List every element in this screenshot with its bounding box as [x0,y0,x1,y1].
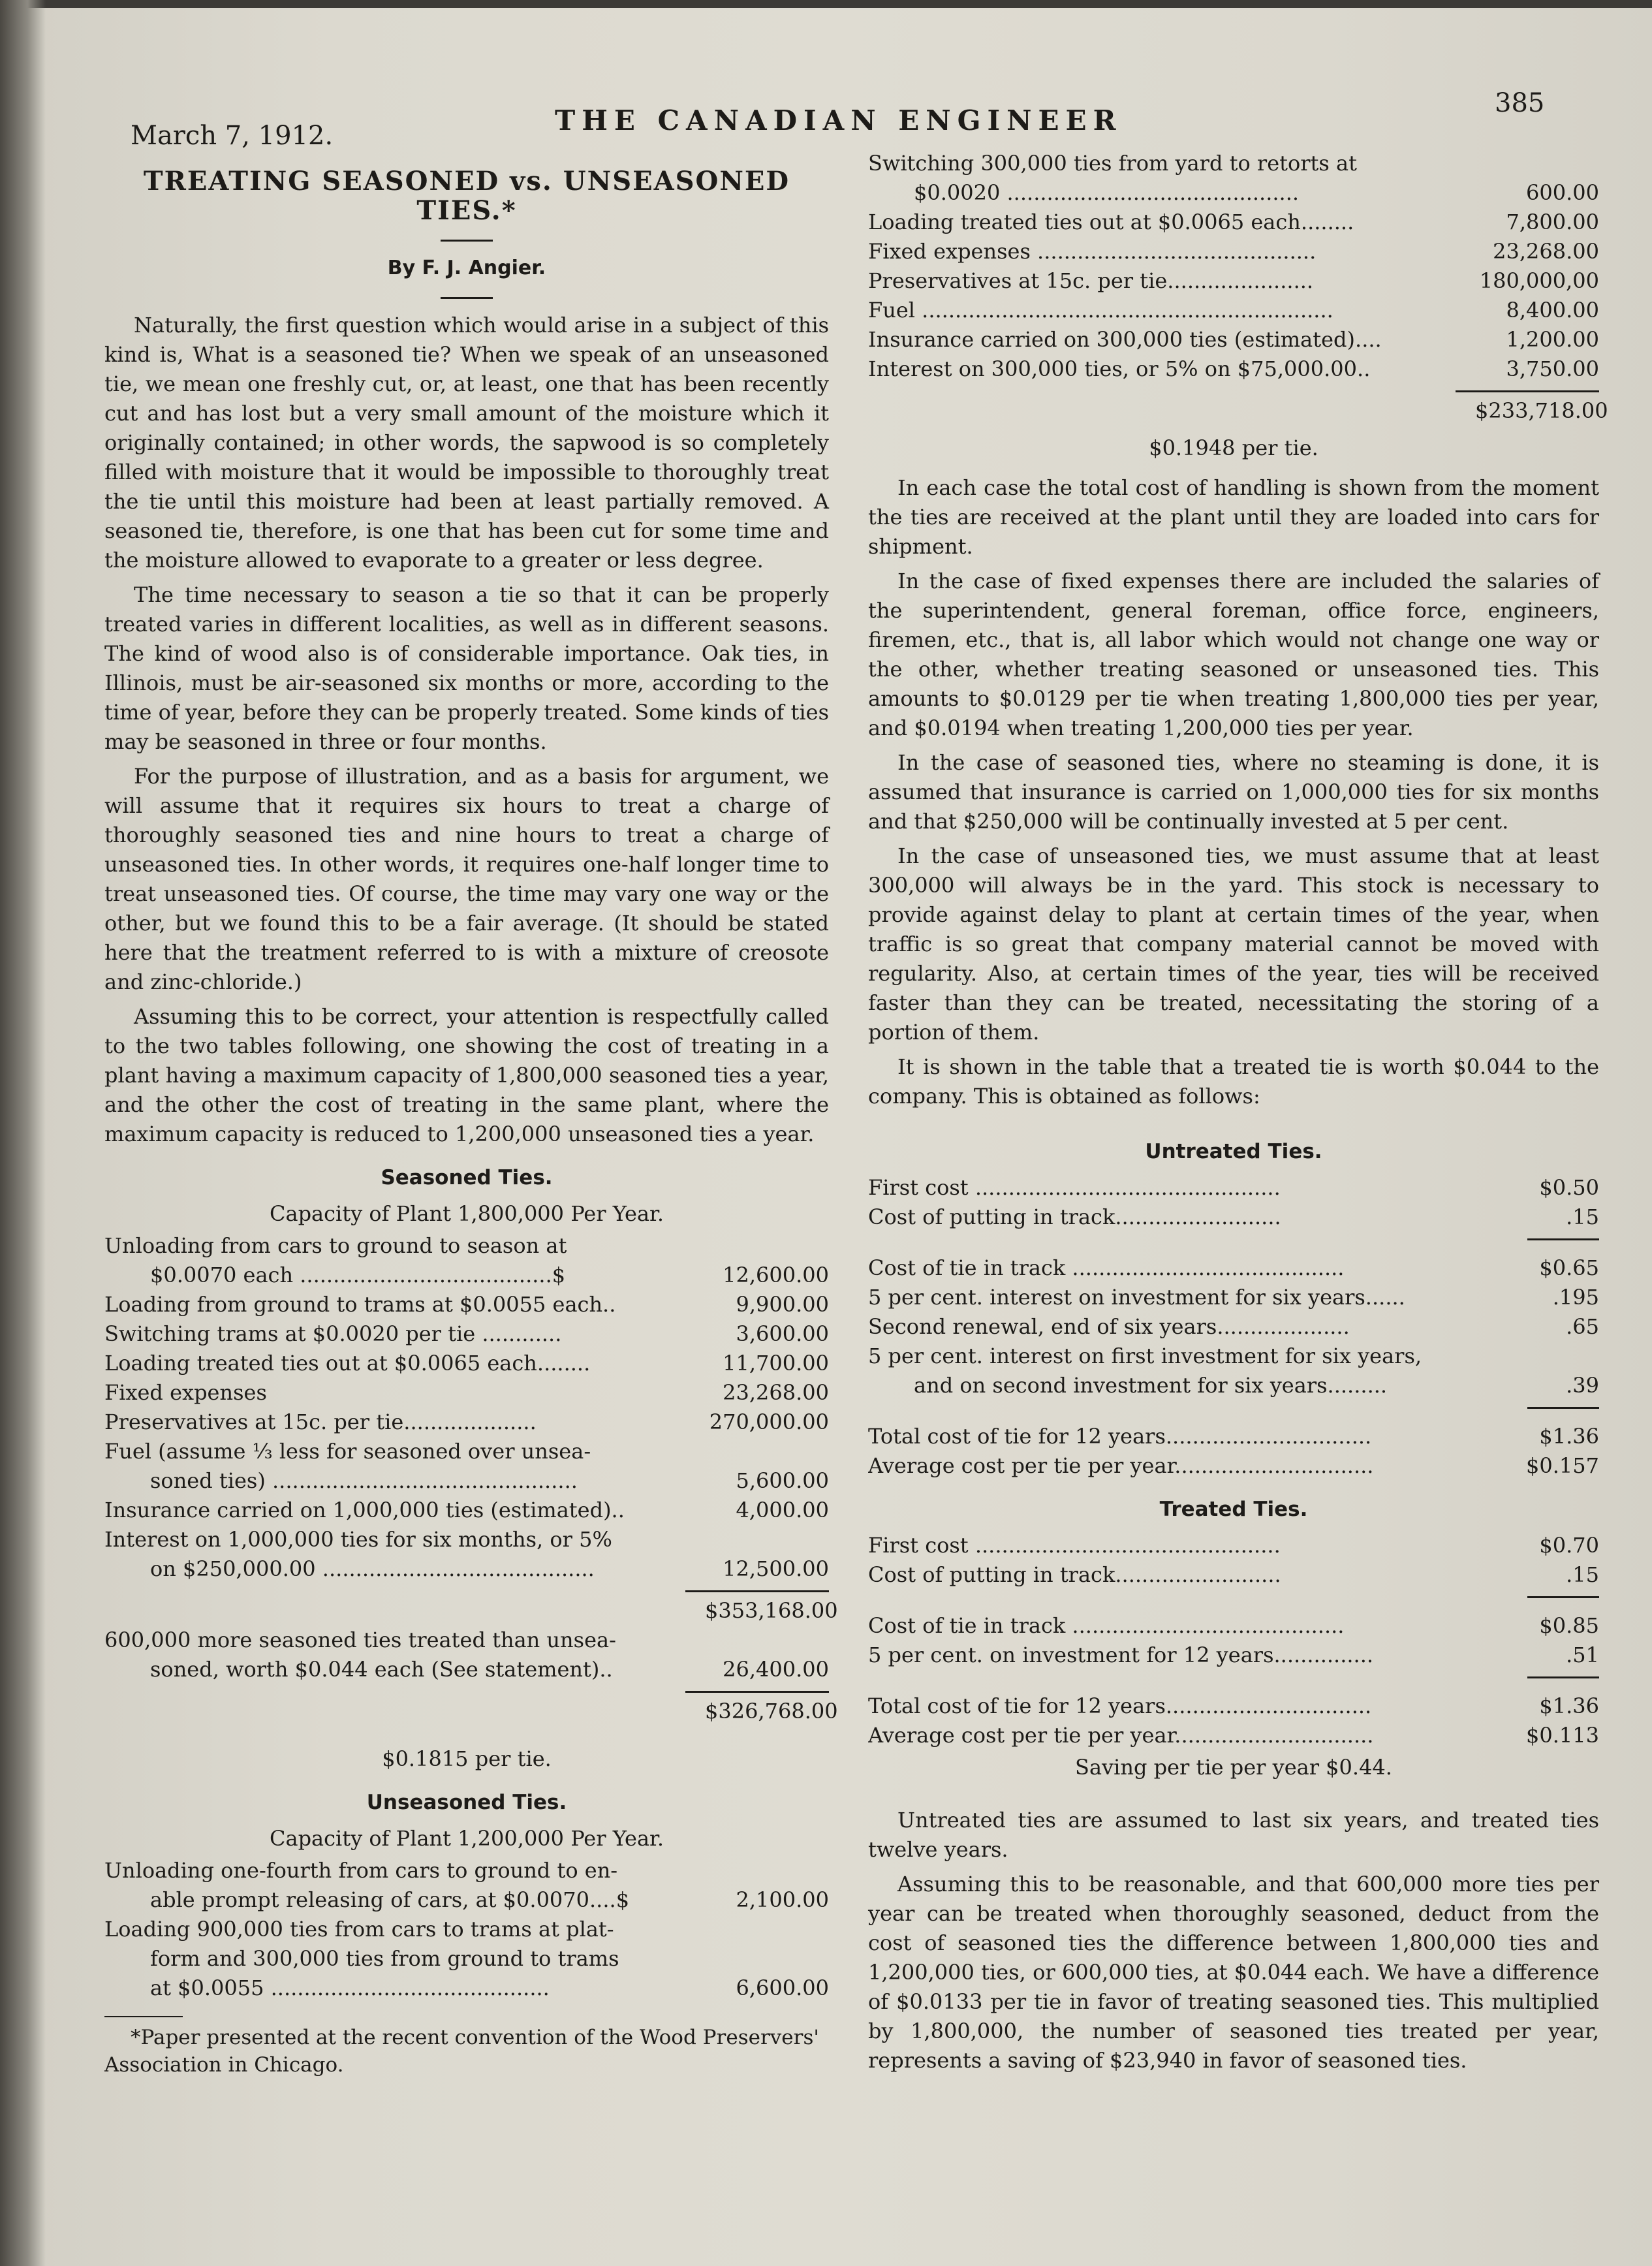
table-row [868,1283,1599,1312]
row-value: $1.36 [1539,1693,1599,1718]
table-row [104,1261,829,1290]
sum-rule [868,1670,1599,1682]
row-label: Switching trams at $0.0020 per tie ............ [104,1321,562,1346]
right-column [868,149,1608,2075]
journal-title: THE CANADIAN ENGINEER [555,104,1123,136]
byline: By F. J. Angier. [387,257,546,279]
row-value: .65 [1566,1314,1599,1339]
row-value: 180,000,00 [1479,268,1599,293]
row-value: 3,600.00 [736,1321,829,1346]
table-row [868,1203,1599,1232]
row-value: 4,000.00 [736,1498,829,1522]
table-row [104,1697,838,1726]
sum-rule [104,1684,829,1697]
table-row [868,396,1608,426]
saving-line: Saving per tie per year $0.44. [1075,1755,1392,1780]
unseasoned-cost-table-part2 [868,149,1599,384]
paragraph: The time necessary to season a tie so that it can be properly treated varies in different localities, as well as in different seasons. The kind of wood also is of considerable importance. Oak ties, in Illinois, must be air-seasoned six months or more, according to the time of year, before they can be properly treated. Some kinds of ties may be seasoned in three or four months. [104,582,829,754]
row-label: Fuel .............................................................. [868,298,1333,323]
treated-table-a [868,1531,1599,1590]
sum-rule [868,384,1599,396]
row-value: $0.157 [1526,1453,1599,1478]
seasoned-total: $353,168.00 [705,1598,838,1623]
row-label: Insurance carried on 300,000 ties (estimated).... [868,327,1382,352]
untreated-table-a [868,1173,1599,1232]
row-label: Cost of putting in track......................... [868,1562,1281,1587]
paragraph: For the purpose of illustration, and as a basis for argument, we will assume that it requires six hours to treat a charge of thoroughly seasoned ties and nine hours to treat a charge of unseasoned ties. In other words, it requires one-half longer time to treat unseasoned ties. Of course, the time may vary one way or the other, but we found this to be a fair average. (It should be stated here that the treatment referred to is with a mixture of creosote and zinc-chloride.) [104,764,829,994]
table-row [104,1885,829,1915]
table-row [104,1974,829,2003]
table-row [868,1371,1599,1400]
row-label: Unloading from cars to ground to season at [104,1233,567,1258]
table-row [868,1641,1599,1670]
sum-rule [868,1400,1599,1413]
row-label: Loading from ground to trams at $0.0055 each.. [104,1292,616,1317]
row-label: Preservatives at 15c. per tie.................... [104,1409,537,1434]
table-row [104,1856,829,1885]
table-row [868,296,1599,325]
row-label: First cost .............................................. [868,1175,1281,1200]
sum-rule [104,1584,829,1596]
row-value: 9,900.00 [736,1292,829,1317]
row-label: Second renewal, end of six years.................... [868,1314,1350,1339]
seasoned-per-tie: $0.1815 per tie. [382,1746,552,1771]
row-label: Insurance carried on 1,000,000 ties (estimated).. [104,1498,625,1522]
row-label: on $250,000.00 ......................................... [150,1556,595,1581]
paragraph: In the case of unseasoned ties, we must assume that at least 300,000 will always be in the yard. This stock is necessary to provide against delay to plant at certain times of the year, when traffic is so great that company material cannot be moved with regularity. Also, at certain times of the year, ties will be received faster than they can be treated, necessitating the storing of a portion of them. [868,843,1599,1045]
row-value: 23,268.00 [1493,239,1599,264]
table-row [868,178,1599,208]
table-row [104,1466,829,1496]
byline-rule [441,297,493,299]
table-row [104,1437,829,1466]
page-number: 385 [1495,88,1545,118]
row-value: .39 [1566,1373,1599,1398]
row-label: Loading 900,000 ties from cars to trams at plat- [104,1917,614,1942]
row-label: Average cost per tie per year.............................. [868,1453,1374,1478]
unseasoned-capacity: Capacity of Plant 1,200,000 Per Year. [270,1826,664,1851]
table-row [104,1349,829,1378]
treated-table-c [868,1692,1599,1750]
paragraph: Naturally, the first question which would arise in a subject of this kind is, What is a seasoned tie? When we speak of an unseasoned tie, we mean one freshly cut, or, at least, one that has been recently cut and has lost but a very small amount of the moisture which it originally contained; in other words, the sapwood is so completely filled with moisture that it would be impossible to thoroughly treat the tie until this moisture had been at least partially removed. A seasoned tie, therefore, is one that has been cut for some time and the moisture allowed to evaporate to a greater or less degree. [104,313,829,573]
row-label: Unloading one-fourth from cars to ground to en- [104,1858,618,1883]
treated-table-b [868,1611,1599,1670]
row-value: 2,100.00 [736,1887,829,1912]
deduct-label: soned, worth $0.044 each (See statement).. [150,1657,613,1682]
footnote: *Paper presented at the recent convention of the Wood Preservers' Association in Chicago. [104,2026,819,2077]
page-header [0,88,1652,157]
row-label: soned ties) .............................................. [150,1468,578,1493]
unseasoned-ties-heading: Unseasoned Ties. [366,1791,567,1814]
row-value: 6,600.00 [736,1975,829,2000]
row-label: Loading treated ties out at $0.0065 each........ [868,210,1354,234]
paragraph: In each case the total cost of handling is shown from the moment the ties are received at the plant until they are loaded into cars for shipment. [868,475,1599,559]
row-label: Fixed expenses .......................................... [868,239,1317,264]
row-value: $1.36 [1539,1424,1599,1449]
footnote-rule [104,2016,183,2017]
row-value: 12,600.00 [723,1263,829,1287]
row-value: 1,200.00 [1506,327,1599,352]
seasoned-ties-heading: Seasoned Ties. [381,1166,553,1189]
row-label: form and 300,000 ties from ground to trams [150,1946,619,1971]
row-value: 7,800.00 [1506,210,1599,234]
table-row [868,1173,1599,1203]
scan-edge-left [0,0,46,2266]
table-row [104,1378,829,1408]
row-label: $0.0020 ............................................ [914,180,1300,205]
table-row [868,1253,1599,1283]
row-value: $0.65 [1539,1255,1599,1280]
table-row [868,1422,1599,1451]
table-row [868,354,1599,384]
paragraph: Assuming this to be reasonable, and that 600,000 more ties per year can be treated when thoroughly seasoned, deduct from the cost of seasoned ties the difference between 1,800,000 ties and 1,200,000 ties, or 600,000 ties, at $0.044 each. We have a difference of $0.0133 per tie in favor of treating seasoned ties. This multiplied by 1,800,000, the number of seasoned ties treated per year, represents a saving of $23,940 in favor of seasoned ties. [868,1872,1599,2073]
table-row [104,1554,829,1584]
paragraph: It is shown in the table that a treated tie is worth $0.044 to the company. This is obtained as follows: [868,1054,1599,1109]
seasoned-capacity: Capacity of Plant 1,800,000 Per Year. [270,1201,664,1226]
deduct-value: 26,400.00 [723,1657,829,1682]
row-value: 11,700.00 [723,1351,829,1376]
table-row [868,149,1599,178]
row-value: .15 [1566,1562,1599,1587]
issue-date: March 7, 1912. [131,121,334,151]
row-label: 5 per cent. on investment for 12 years............... [868,1643,1374,1667]
row-label: Average cost per tie per year.............................. [868,1723,1374,1748]
table-row [868,1611,1599,1641]
row-value: 8,400.00 [1506,298,1599,323]
table-row [104,1231,829,1261]
row-label: Total cost of tie for 12 years............................... [868,1693,1372,1718]
row-label: Interest on 1,000,000 ties for six months, or 5% [104,1527,612,1552]
paragraph: In the case of fixed expenses there are included the salaries of the superintendent, general foreman, office force, engineers, firemen, etc., that is, all labor which would not change one way or the other, whether treating seasoned or unseasoned ties. This amounts to $0.0129 per tie when treating 1,800,000 ties per year, and $0.0194 when treating 1,200,000 ties per year. [868,569,1599,740]
seasoned-net-total: $326,768.00 [705,1699,838,1723]
table-row [868,325,1599,354]
row-value: 3,750.00 [1506,356,1599,381]
paragraph: In the case of seasoned ties, where no steaming is done, it is assumed that insurance is carried on 1,000,000 ties for six months and that $250,000 will be continually invested at 5 per cent. [868,750,1599,834]
row-value: $0.70 [1539,1533,1599,1558]
row-value: 270,000.00 [709,1409,829,1434]
row-label: 5 per cent. interest on first investment for six years, [868,1344,1422,1368]
table-row [868,1342,1599,1371]
row-value: .51 [1566,1643,1599,1667]
seasoned-cost-table [104,1231,829,1584]
article-title: TREATING SEASONED vs. UNSEASONED TIES.* [143,166,790,226]
table-row [104,1596,838,1626]
table-row [104,1290,829,1319]
title-rule [441,240,493,242]
row-value: $0.50 [1539,1175,1599,1200]
row-label: able prompt releasing of cars, at $0.0070....$ [150,1887,630,1912]
row-label: Loading treated ties out at $0.0065 each........ [104,1351,591,1376]
table-row [104,1319,829,1349]
sum-rule [868,1590,1599,1602]
table-row [868,208,1599,237]
row-label: Cost of putting in track......................... [868,1204,1281,1229]
table-row [868,1451,1599,1481]
row-value: $0.113 [1526,1723,1599,1748]
table-row [104,1408,829,1437]
row-value: 23,268.00 [723,1380,829,1405]
row-label: $0.0070 each ......................................$ [150,1263,566,1287]
table-row [868,1560,1599,1590]
left-column [104,157,838,2079]
sum-rule [868,1232,1599,1244]
row-label: Preservatives at 15c. per tie...................... [868,268,1314,293]
deduct-label: 600,000 more seasoned ties treated than unsea- [104,1628,616,1652]
row-label: First cost .............................................. [868,1533,1281,1558]
row-value: 5,600.00 [736,1468,829,1493]
table-row [104,1626,829,1655]
table-row [104,1655,829,1684]
treated-ties-heading: Treated Ties. [1159,1498,1308,1521]
row-value: .15 [1566,1204,1599,1229]
table-row [868,237,1599,266]
row-label: Switching 300,000 ties from yard to retorts at [868,151,1357,176]
table-row [868,1692,1599,1721]
untreated-table-b [868,1253,1599,1400]
paragraph: Assuming this to be correct, your attention is respectfully called to the two tables following, one showing the cost of treating in a plant having a maximum capacity of 1,800,000 seasoned ties a year, and the other the cost of treating in the same plant, where the maximum capacity is reduced to 1,200,000 unseasoned ties a year. [104,1004,829,1146]
row-label: Fuel (assume ⅓ less for seasoned over unsea- [104,1439,591,1464]
untreated-table-c [868,1422,1599,1481]
row-label: Interest on 300,000 ties, or 5% on $75,000.00.. [868,356,1371,381]
untreated-ties-heading: Untreated Ties. [1145,1140,1322,1163]
table-row [868,1312,1599,1342]
row-label: and on second investment for six years......... [914,1373,1388,1398]
unseasoned-cost-table-part1 [104,1856,829,2003]
row-value: 12,500.00 [723,1556,829,1581]
row-label: Total cost of tie for 12 years............................... [868,1424,1372,1449]
table-row [104,1944,829,1974]
unseasoned-per-tie: $0.1948 per tie. [1149,435,1318,460]
table-row [868,266,1599,296]
unseasoned-total: $233,718.00 [1475,398,1608,423]
row-label: Cost of tie in track ......................................... [868,1255,1345,1280]
scan-edge-top [0,0,1652,8]
table-row [104,1496,829,1525]
row-label: Cost of tie in track ......................................... [868,1613,1345,1638]
table-row [868,1531,1599,1560]
row-value: .195 [1552,1285,1599,1310]
row-value: $0.85 [1539,1613,1599,1638]
row-label: at $0.0055 .......................................... [150,1975,550,2000]
row-value: 600.00 [1526,180,1599,205]
table-row [868,1721,1599,1750]
table-row [104,1525,829,1554]
paragraph: Untreated ties are assumed to last six years, and treated ties twelve years. [868,1808,1599,1862]
table-row [104,1915,829,1944]
row-label: Fixed expenses [104,1380,267,1405]
row-label: 5 per cent. interest on investment for six years...... [868,1285,1405,1310]
